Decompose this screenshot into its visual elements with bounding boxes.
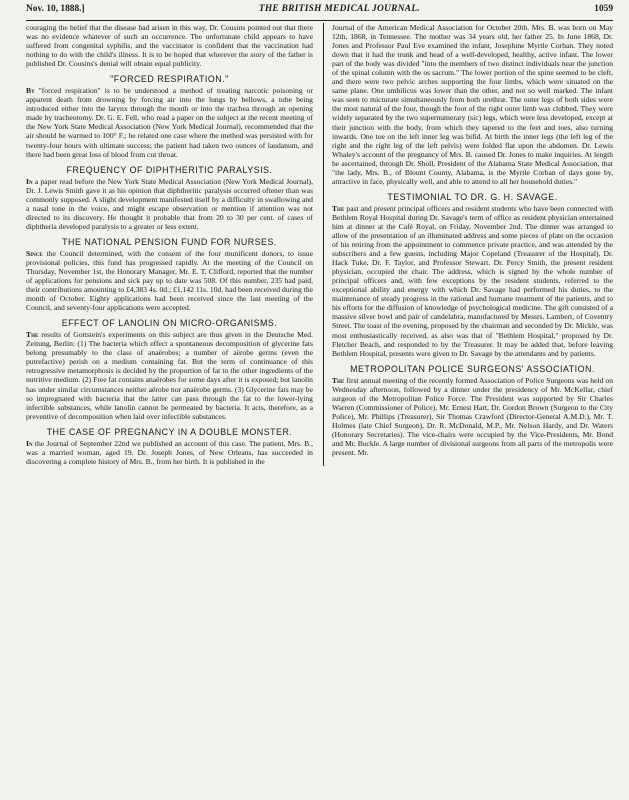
article-heading-double-monster: THE CASE OF PREGNANCY IN A DOUBLE MONSTER. (46, 426, 293, 437)
right-column (323, 23, 613, 466)
continued-article-double-monster: Journal of the American Medical Association for October 20th. Mrs. B. was born on May 12th, 1868, in Tennessee. The mother was 34 years old, her father 25. In June 1868, Dr. Jones and Professor Paul Eve examined the infant, Josephine Myrtle Corban. They noted down that it had the trunk and head of a well-developed, healthy, active infant. The lower part of the body was divided "into the members of two distinct individuals near the junction of the spinal column with the os sacrum." The lower portion of the spine seemed to be cleft, and there were two pelvic arches supporting the four limbs, which were situated on the same plane. One umbilicus was lower than the other, and not so well marked. The infant was seen to micturate simultaneously from both urethræ. The outer legs of both sides were the most natural of the four, though the foot of the right outer limb was clubbed. They were widely separated by the two supernumerary (sic) legs, which were less developed, except at their junction with the body, from which they tapered to the feet and toes, also turning inwards. One toe on the left inner leg was bifid. At birth the inner legs (the left leg of the right and the right leg of the left pelvis) were folded flat upon the abdomen. Dr. Lewis Whaley's account of the pregnancy of Mrs. B. caused Dr. Jones to make inquiries. At length he ascertained, through Dr. Sholl, President of the Alabama State Medical Association, that "the lady, Mrs. B., of Blount County, Alabama, is the Myrtle Corban of days gone by, attractive in face, physically well, and able to attend to all her household duties." (331, 23, 613, 186)
article-heading-diphtheritic-paralysis: FREQUENCY OF DIPHTHERITIC PARALYSIS. (66, 164, 273, 175)
article-body-savage-testimonial: The past and present principal officers and resident students who have been connected with Bethlem Royal Hospital during Dr. Savage's term of office as resident physician entertained him at dinner at the Café Royal, on Friday, November 2nd. The dinner was arranged to allow of the presentation of an illuminated address and some pieces of plate on the occasion of his retiring from the appointment to commence private practice, and was attended by the subscribers and a few guests, including Major Copeland (Treasurer of the Hospital), Dr. Hack Tuke, Dr. F. Taylor, and Professor Stewart. Dr. Percy Smith, the present resident physician, occupied the chair. The address, which is signed by the whole number of principal officers and, with few exceptions by the resident students, referred to the exceptional ability and energy with which Dr. Savage had performed his duties, to the maintenance of steady progress in the rational and humane treatment of the patients, and to his efforts for the diffusion of knowledge of psychological medicine. The gift consisted of a massive silver bowl and pair of candelabra, manufactured by Messrs. Lambert, of Coventry Street. The toast of the evening, proposed by the chairman and seconded by Dr. Mickle, was most enthusiastically received, as also was that of "Bethlem Hospital," proposed by Dr. Fletcher Beach, and responded to by the Treasurer. It may be added that, before leaving Bethlem Hospital, presents were given to Dr. Savage by the attendants and by patients. (331, 203, 613, 358)
header-rule (26, 20, 613, 21)
article-heading-savage-testimonial: TESTIMONIAL TO DR. G. H. SAVAGE. (387, 191, 558, 202)
continued-paragraph: couraging the belief that the disease had arisen in this way, Dr. Cousins pointed out that there was no evidence whatever of such an occurrence. The unfortunate child appears to have suffered from congenital syphilis, and the vaccinator is confident that the vaccination had nothing to do with the child's illness. It is to be hoped that wherever the story of the father is published Dr. Cousins's denial will obtain equal publicity. (26, 23, 313, 69)
article-heading-pension-fund: THE NATIONAL PENSION FUND FOR NURSES. (62, 236, 277, 247)
page-number: 1059 (594, 4, 613, 14)
running-header (26, 4, 613, 17)
issue-date: Nov. 10, 1888.] (26, 4, 85, 14)
article-body-police-surgeons: The first annual meeting of the recently formed Association of Police Surgeons was held on Wednesday afternoon, followed by a dinner under the presidency of Mr. McKellar, chief surgeon of the Metropolitan Police Force. The President was supported by Sir Charles Warren (Commissioner of Police), Mr. Ernest Hart, Dr. Gordon Brown (Surgeon to the City Police), Mr. Phillips (Treasurer), Sir Thomas Crawford (Director-General A.M.D.), Mr. T. Holmes (late Chief Surgeon), Dr. R. McDonald, M.P., Mr. Nelson Hardy, and Dr. Waters (Honorary Secretaries). The vice-chairs were occupied by the Vice-Presidents, Mr. Bond and Mr. Buckle. A large number of divisional surgeons from all parts of the metropolis were present. Mr. (331, 375, 613, 458)
article-body-double-monster: In the Journal of September 22nd we published an account of this case. The patient, Mrs. B., was a married woman, aged 19. Dr. Joseph Jones, of New Orleans, has succeeded in discovering a complete history of Mrs. B., from her birth. It is published in the (26, 438, 313, 466)
article-heading-forced-respiration: "FORCED RESPIRATION." (110, 74, 229, 85)
journal-title: THE BRITISH MEDICAL JOURNAL. (258, 4, 421, 14)
left-column (26, 23, 313, 466)
article-body-lanolin: The results of Gottstein's experiments on this subject are thus given in the Deutsche Med. Zeitung, Berlin: (1) The bacteria which effect a spontaneous decomposition of glycerine fats belong presumably to the class of anaërobes; a number of aërobe germs (even the putrefactive) perish on a medium containing fat. But the term of continuance of this retrogressive metamorphosis is decided by the proportion of fat to the other ingredients of the nutritive medium. (2) Free fat contains anaërobes for some days after it is exposed; but lanolin has under similar circumstances neither aërobe nor anaërobe germs. (3) Glycerine fats may be so impregnated with bacteria that the latter can pass through the fat to the lower-lying infectible substances, while lanolin cannot be permeated by bacteria. It acts, therefore, as a preventive of decomposition when laid over infectible substances. (26, 330, 313, 421)
article-body-forced-respiration: By "forced respiration" is to be understood a method of treating narcotic poisoning or apparent death from drowning by forcing air into the lungs by bellows, a tube being introduced either into the larynx through the mouth or into the trachea through an opening made by tracheotomy. Dr. G. E. Fell, who read a paper on the subject at the recent meeting of the New York State Medical Association (New York Medical Journal), recommended that the air should be warmed to 100° F.; he related one case where the method was persisted with for twenty-four hours with ultimate success; the patient had taken two ounces of laudanum, and there had been great loss of blood from cut throat. (26, 86, 313, 159)
two-column-body (26, 23, 613, 466)
article-body-diphtheritic-paralysis: In a paper read before the New York State Medical Association (New York Medical Journal), Dr. J. Lewis Smith gave it as his opinion that diphtheritic paralysis occurred oftener than was commonly supposed. A slight development manifested itself by a difficulty in swallowing and a nasal tone in the voice, and might escape observation or mention if attention was not directed to its discovery. He thought it probable that from 20 to 30 per cent. of cases of diphtheria developed paralysis to a greater or less extent. (26, 176, 313, 231)
article-heading-police-surgeons: METROPOLITAN POLICE SURGEONS' ASSOCIATION. (350, 363, 595, 374)
article-body-pension-fund: Since the Council determined, with the consent of the four munificent donors, to issue provisional policies, this fund has progressed rapidly. At the meeting of the Council on Thursday, November 1st, the Honorary Manager, Mr. E. T. Clifford, reported that the number of applications for pensions and sick pay up to date was 508. Of this number, 235 had paid, their contributions amounting to £4,383 4s. 0d.; £1,142 11s. 10d. had been received during the month of October. Eighty applications had been received since the last meeting of the Council, and seventy-four applications were accepted. (26, 248, 313, 313)
article-heading-lanolin: EFFECT OF LANOLIN ON MICRO-ORGANISMS. (61, 318, 278, 329)
